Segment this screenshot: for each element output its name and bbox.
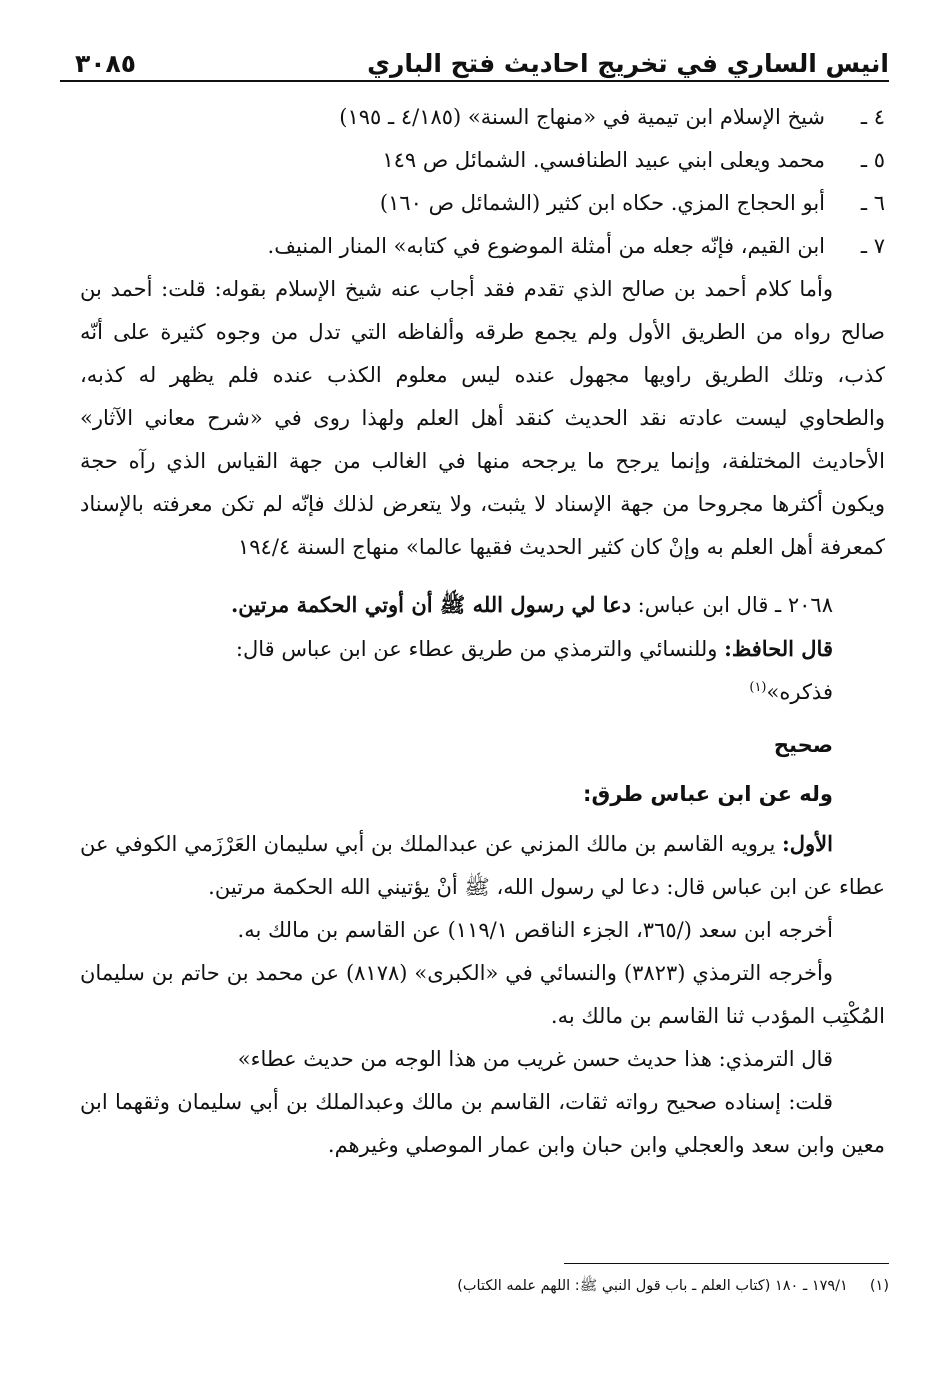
hafiz-line2: فذكره» — [766, 680, 833, 704]
list-number: ٧ ـ — [860, 234, 885, 258]
first-route-paragraph — [80, 822, 885, 909]
list-text: محمد ويعلى ابني عبيد الطنافسي. الشمائل ص ١٤٩ — [382, 148, 825, 172]
header-rule — [60, 80, 889, 82]
footnote-marker: (١) — [869, 1278, 889, 1294]
hafiz-label: قال الحافظ: — [724, 636, 833, 661]
routes-heading: وله عن ابن عباس طرق: — [583, 782, 833, 806]
first-route-text: يرويه القاسم بن مالك المزني عن عبدالملك بن أبي سليمان العَرْزَمي الكوفي عن عطاء عن ابن عباس قال: دعا لي رسول الله، ﷺ أنْ يؤتيني الله الحكمة مرتين. — [79, 832, 885, 899]
hadith-number: ٢٠٦٨ ـ — [775, 593, 833, 617]
list-number: ٦ ـ — [860, 191, 885, 215]
first-route-label: الأول: — [782, 831, 833, 856]
list-item — [80, 139, 885, 182]
page-body — [80, 96, 885, 1167]
hadith-entry — [80, 583, 885, 627]
verdict-text: إسناده صحيح رواته ثقات، القاسم بن مالك وعبدالملك بن أبي سليمان وثقهما ابن معين وابن سعد والعجلي وابن حبان وابن عمار الموصلي وغيرهم. — [80, 1090, 885, 1157]
list-item — [80, 96, 885, 139]
hafiz-text: وللنسائي والترمذي من طريق عطاء عن ابن عباس قال: — [235, 637, 718, 661]
takhrij-paragraph: أخرجه ابن سعد (/٣٦٥، الجزء الناقص ١١٩/١) عن القاسم بن مالك به. — [237, 918, 833, 942]
verdict-paragraph — [80, 1081, 885, 1167]
book-title: انيس الساري في تخريج احاديث فتح الباري — [367, 49, 889, 78]
running-head — [75, 36, 889, 78]
list-number: ٤ ـ — [860, 105, 885, 129]
hadith-intro: قال ابن عباس: — [637, 593, 769, 617]
footnote — [80, 1272, 889, 1300]
takhrij-paragraph: وأخرجه الترمذي (٣٨٢٣) والنسائي في «الكبرى» (٨١٧٨) عن محمد بن حاتم بن سليمان المُكْتِب المؤدب ثنا القاسم بن مالك به. — [80, 961, 885, 1028]
list-text: أبو الحجاج المزي. حكاه ابن كثير (الشمائل ص ١٦٠) — [379, 191, 825, 215]
hadith-text: دعا لي رسول الله ﷺ أن أوتي الحكمة مرتين. — [230, 592, 631, 617]
commentary-paragraph: وأما كلام أحمد بن صالح الذي تقدم فقد أجاب عنه شيخ الإسلام بقوله: قلت: أحمد بن صالح رواه من الطريق الأول ولم يجمع طرقه وألفاظه التي تدل من وجوه كثيرة على أنّه كذب، وتلك الطريق راويها مجهول عنده ليس معلوم الكذب عنده فلم يظهر له كذبه، والطحاوي ليست عادته نقد الحديث كنقد أهل العلم ولهذا روى في «شرح معاني الآثار» الأحاديث المختلفة، وإنما يرجح ما يرجحه منها في الغالب من جهة القياس الذي رآه حجة ويكون أكثرها مجروحا من جهة الإسناد لا يثبت، ولا يتعرض لذلك فإنّه لم تكن معرفته بالإسناد كمعرفة أهل العلم به وإنْ كان كثير الحديث فقيها عالما» منهاج السنة ١٩٤/٤ — [80, 277, 885, 559]
list-text: ابن القيم، فإنّه جعله من أمثلة الموضوع في كتابه» المنار المنيف. — [267, 234, 825, 258]
grade-heading: صحيح — [773, 733, 833, 757]
list-item — [80, 225, 885, 268]
footnote-reference[interactable]: (١) — [749, 680, 767, 695]
footnote-separator — [564, 1263, 889, 1264]
hafiz-paragraph — [80, 627, 885, 671]
list-number: ٥ ـ — [860, 148, 885, 172]
footnote-text: ١٧٩/١ ـ ١٨٠ (كتاب العلم ـ باب قول النبي ﷺ: اللهم علمه الكتاب) — [457, 1278, 848, 1294]
hafiz-continuation — [80, 671, 885, 714]
verdict-label: قلت: — [788, 1090, 833, 1114]
list-text: شيخ الإسلام ابن تيمية في «منهاج السنة» (٤/١٨٥ ـ ١٩٥) — [339, 105, 825, 129]
tirmidhi-quote: قال الترمذي: هذا حديث حسن غريب من هذا الوجه من حديث عطاء» — [237, 1047, 833, 1071]
page-number: ٣٠٨٥ — [75, 49, 137, 78]
list-item — [80, 182, 885, 225]
